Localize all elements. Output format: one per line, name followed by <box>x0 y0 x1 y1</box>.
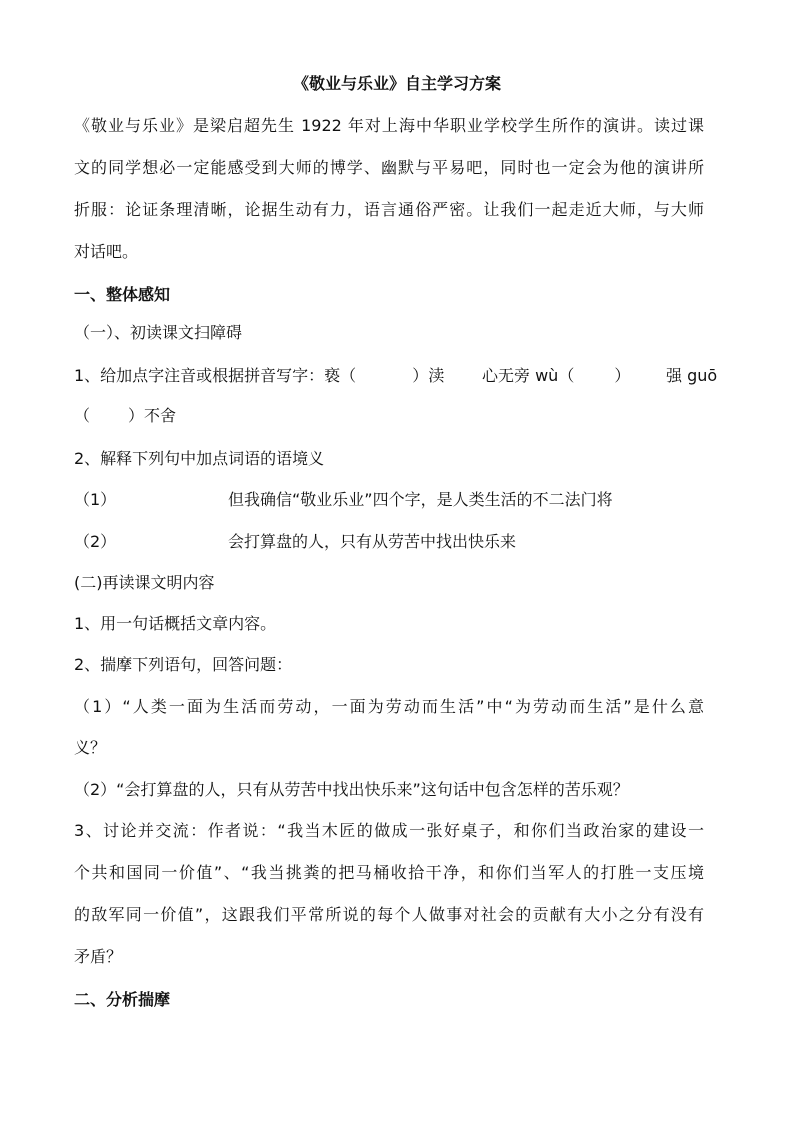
q1-line-2 <box>74 406 176 426</box>
q2-item-1-label: （1） <box>74 490 117 509</box>
part2-q3-line-1: 3、讨论并交流：作者说：“我当木匠的做成一张好桌子，和你们当政治家的建设一 <box>74 821 704 840</box>
part2-q2-item1-line2: 义？ <box>74 738 107 757</box>
part2-q3-line-3: 的敌军同一价值”，这跟我们平常所说的每个人做事对社会的贡献有大小之分有没有 <box>74 905 704 924</box>
q1-line2-prefix: （ <box>74 406 91 425</box>
section2-heading: 二、分析揣摩 <box>74 990 171 1009</box>
q1-item2-suffix: ） <box>614 366 631 385</box>
q2-item-1 <box>74 490 613 510</box>
q1-item3: 强 guō <box>666 366 718 385</box>
q2-text: 2、解释下列句中加点词语的语境义 <box>74 449 325 468</box>
q1-item2-prefix: 心无旁 wù（ <box>482 366 575 385</box>
q1-line-1 <box>74 366 444 386</box>
intro-line-2: 文的同学想必一定能感受到大师的博学、幽默与平易吧，同时也一定会为他的演讲所 <box>74 158 704 177</box>
part2-q2: 2、揣摩下列语句，回答问题： <box>74 655 293 674</box>
part2-q3-line-4: 矛盾？ <box>74 947 123 966</box>
document-title: 《敬业与乐业》自主学习方案 <box>292 74 501 93</box>
part2-q2-item2: （2）“会打算盘的人，只有从劳苦中找出快乐来”这句话中包含怎样的苦乐观？ <box>74 780 629 799</box>
q1-prefix: 1、给加点字注音或根据拼音写字：亵（ <box>74 366 357 385</box>
intro-line-4: 对话吧。 <box>74 242 139 261</box>
q2-item-2 <box>74 532 517 552</box>
q1-line2-suffix: ）不舍 <box>128 406 177 425</box>
q2-item-2-text: 会打算盘的人，只有从劳苦中找出快乐来 <box>228 532 517 551</box>
q1-item2 <box>482 366 630 386</box>
q2-item-1-text: 但我确信“敬业乐业”四个字，是人类生活的不二法门将 <box>228 490 613 509</box>
part2-q3-line-2: 个共和国同一价值”、“我当挑粪的把马桶收拾干净，和你们当军人的打胜一支压境 <box>74 863 704 882</box>
answer-blank-3[interactable] <box>90 409 128 425</box>
intro-line-3: 折服：论证条理清晰，论据生动有力，语言通俗严密。让我们一起走近大师，与大师 <box>74 200 704 219</box>
answer-blank-1[interactable] <box>356 369 412 385</box>
intro-line-1: 《敬业与乐业》是梁启超先生 1922 年对上海中华职业学校学生所作的演讲。读过课 <box>74 116 704 135</box>
q2-item-2-label: （2） <box>74 532 117 551</box>
section1-heading: 一、整体感知 <box>74 285 171 304</box>
part2-q2-item1-line1: （1）“人类一面为生活而劳动，一面为劳动而生活”中“为劳动而生活”是什么意 <box>74 697 704 716</box>
q1-item1-suffix: ）渎 <box>412 366 445 385</box>
answer-blank-2[interactable] <box>574 369 614 385</box>
part1-heading: （一）、初读课文扫障碍 <box>74 323 243 342</box>
part2-q1: 1、用一句话概括文章内容。 <box>74 614 277 633</box>
part2-heading: (二)再读课文明内容 <box>74 573 215 592</box>
